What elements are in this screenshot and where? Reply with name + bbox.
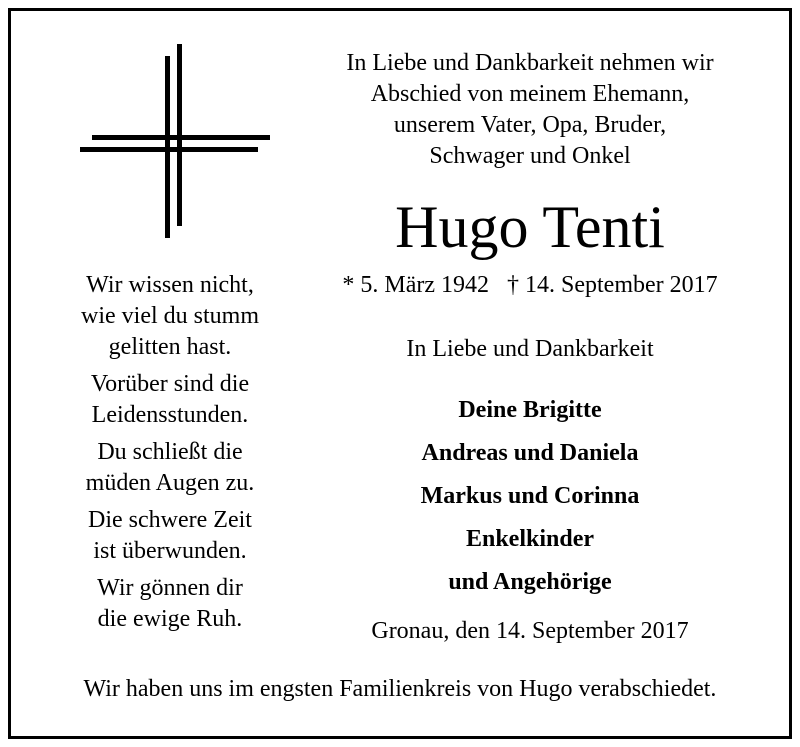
family-member: und Angehörige (448, 569, 612, 595)
poem (40, 270, 300, 641)
gratitude-line: In Liebe und Dankbarkeit (406, 336, 654, 362)
life-dates (300, 270, 760, 301)
intro-text (300, 48, 760, 172)
family-member: Markus und Corinna (420, 483, 640, 509)
poem-line: ist überwunden. (93, 538, 247, 564)
intro-line: Schwager und Onkel (429, 143, 631, 169)
intro-line: In Liebe und Dankbarkeit nehmen wir (346, 50, 714, 76)
poem-line: müden Augen zu. (85, 470, 255, 496)
death-date: † 14. September 2017 (507, 272, 718, 298)
footer-note: Wir haben uns im engsten Familienkreis von Hugo verabschiedet. (83, 676, 717, 702)
place-and-date: Gronau, den 14. September 2017 (371, 618, 689, 644)
poem-line: Leidensstunden. (91, 402, 249, 428)
intro-line: unserem Vater, Opa, Bruder, (393, 112, 667, 138)
cross-icon (72, 36, 272, 246)
family-member: Deine Brigitte (458, 397, 602, 423)
poem-stanza (40, 505, 300, 567)
poem-line: Wir gönnen dir (97, 575, 243, 601)
poem-line: gelitten hast. (108, 334, 232, 360)
poem-stanza (40, 369, 300, 431)
deceased-name: Hugo Tenti (395, 194, 665, 260)
poem-stanza (40, 437, 300, 499)
poem-line: Du schließt die (97, 439, 243, 465)
birth-date: * 5. März 1942 (342, 272, 489, 298)
poem-line: Die schwere Zeit (88, 507, 252, 533)
poem-line: Vorüber sind die (90, 371, 250, 397)
intro-line: Abschied von meinem Ehemann, (370, 81, 690, 107)
poem-stanza (40, 270, 300, 363)
poem-stanza (40, 573, 300, 635)
poem-line: Wir wissen nicht, (86, 272, 254, 298)
family-member: Andreas und Daniela (421, 440, 639, 466)
poem-line: wie viel du stumm (81, 303, 259, 329)
poem-line: die ewige Ruh. (97, 606, 243, 632)
family-list (300, 389, 760, 604)
family-member: Enkelkinder (465, 526, 595, 552)
